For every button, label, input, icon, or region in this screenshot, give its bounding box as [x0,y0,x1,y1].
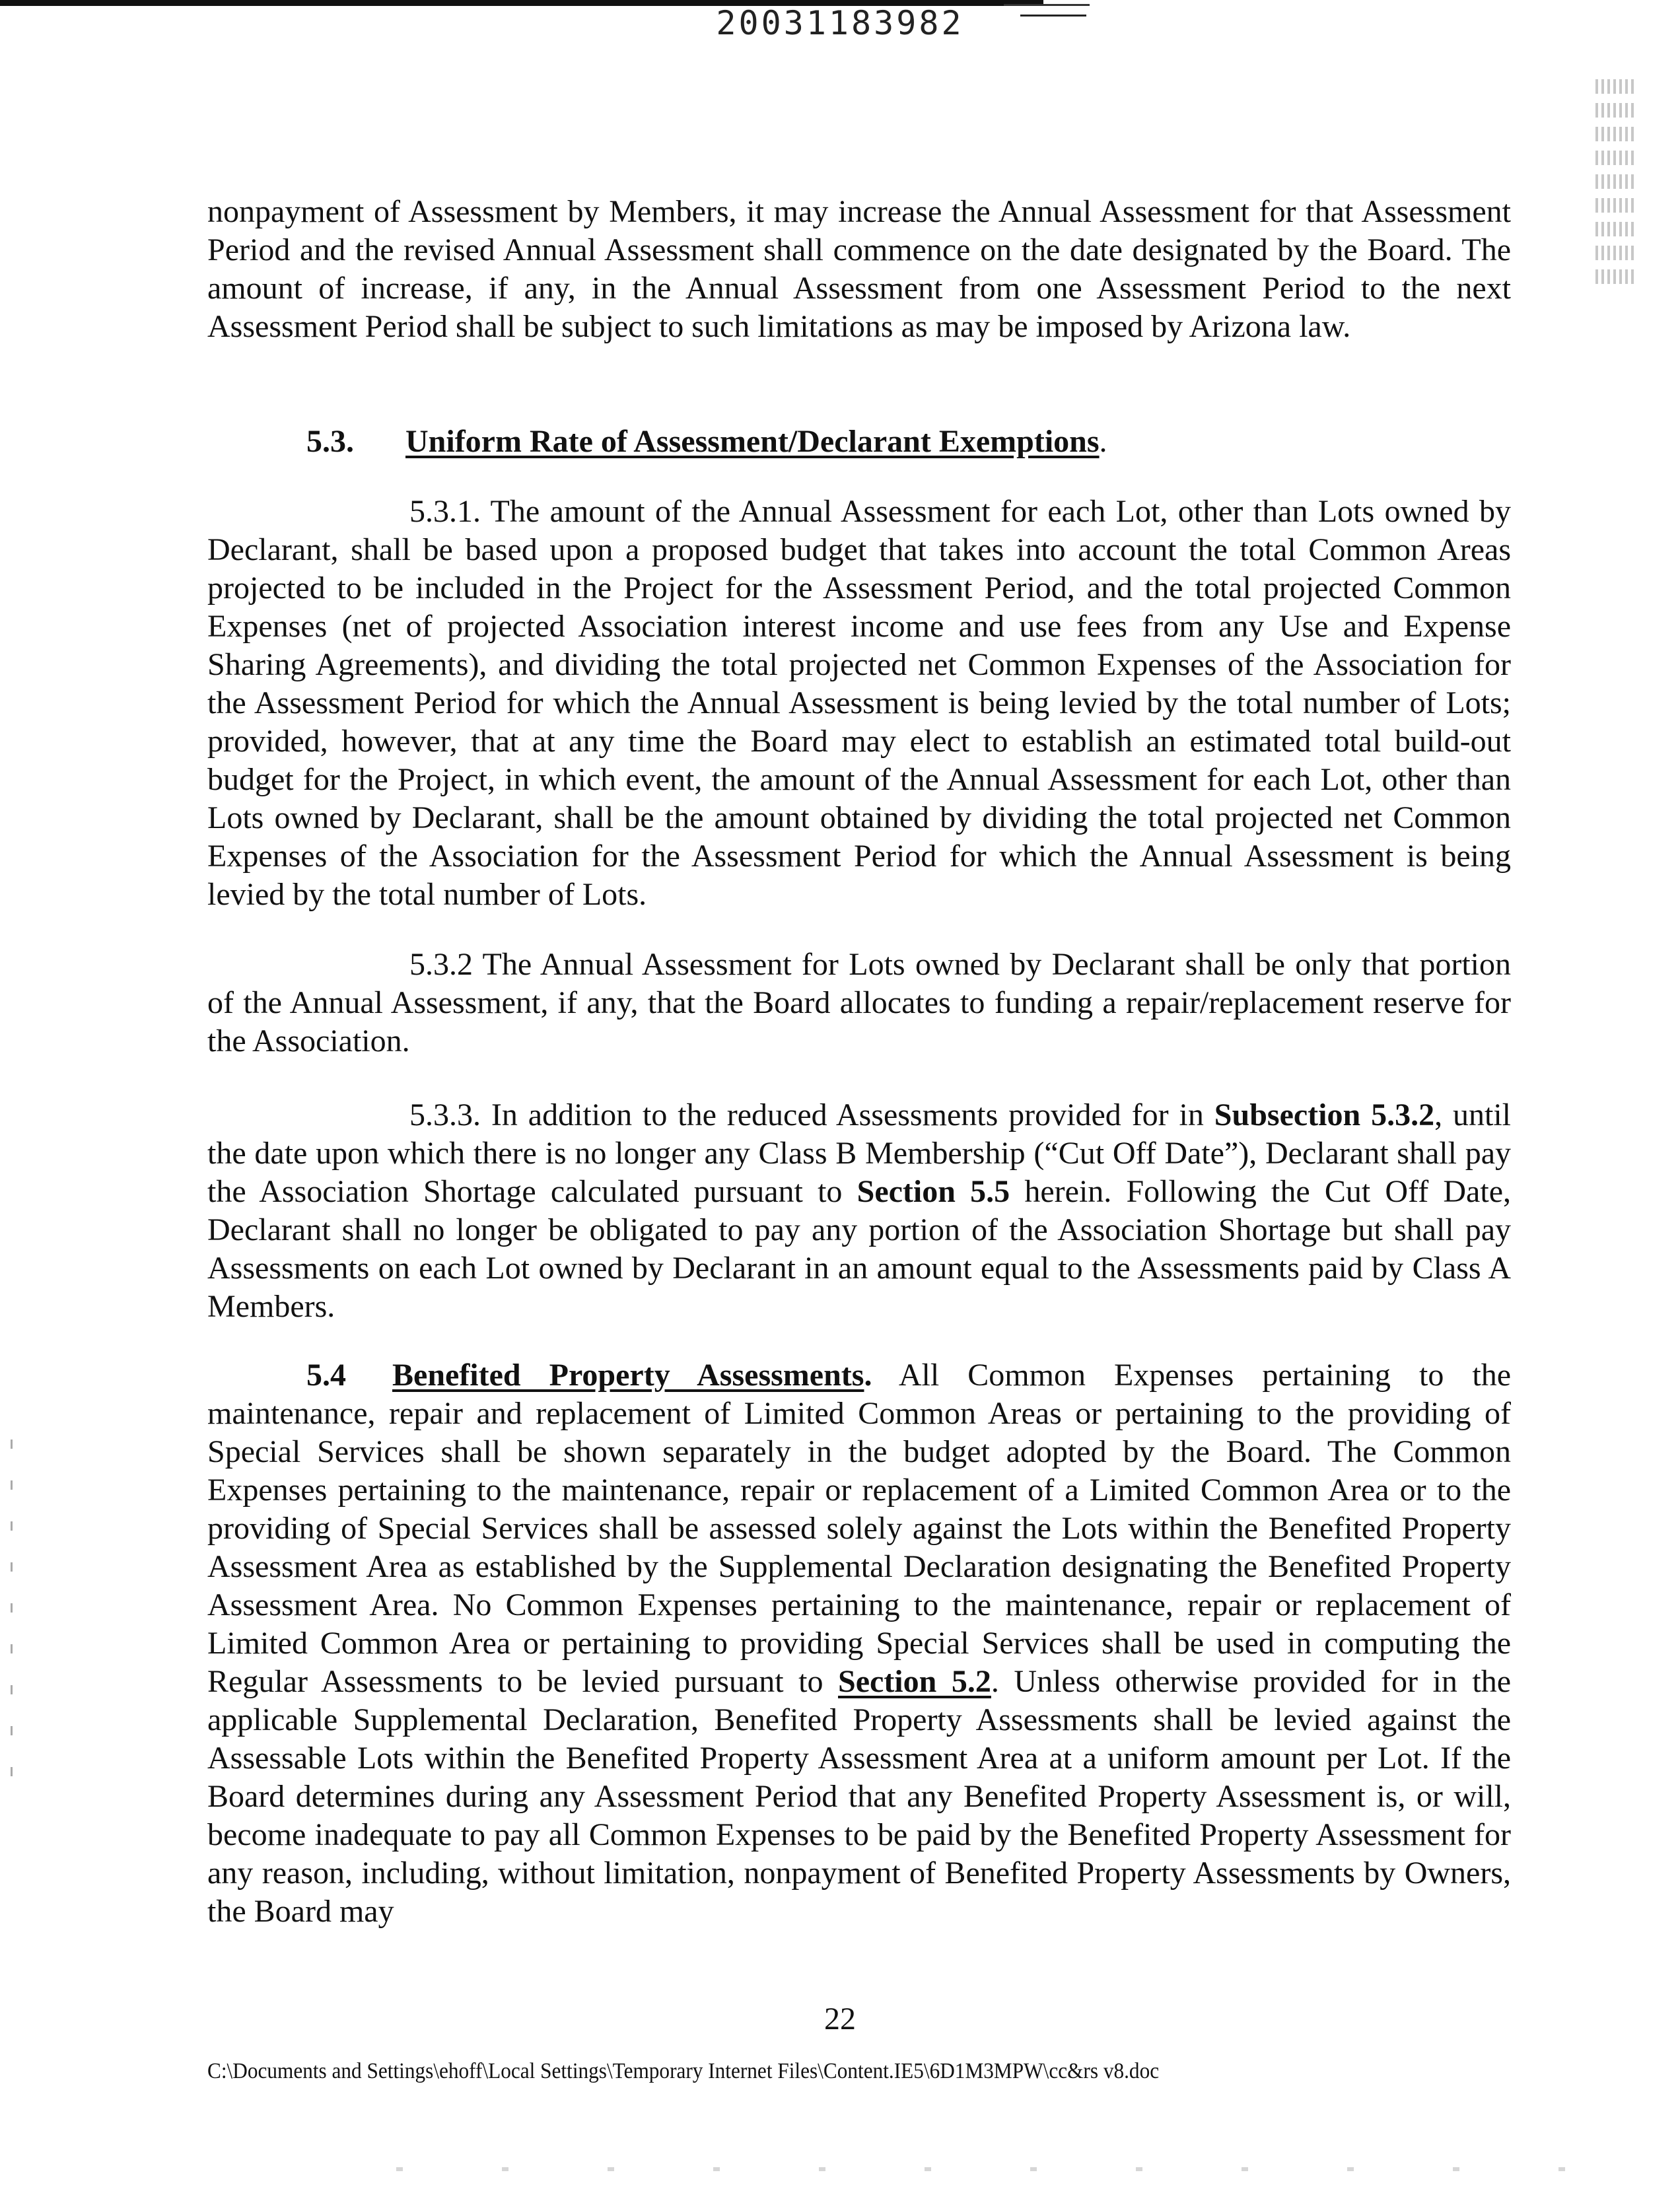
subsection-5-3-3-text-1: 5.3.3. In addition to the reduced Assessments provided for in [409,1097,1214,1132]
footer-file-path: C:\Documents and Settings\ehoff\Local Settings\Temporary Internet Files\Content.IE5\6D1M3MPW\cc&rs v8.doc [207,2059,1160,2083]
subsection-5-3-1 [207,493,1511,914]
subsection-5-3-2 [207,946,1511,1060]
subsection-5-3-1-text: 5.3.1. The amount of the Annual Assessment for each Lot, other than Lots owned by Declarant, shall be based upon a proposed budget that takes into account the total Common Areas projected to be included in the Project for the Assessment Period, and the total projected Common Expenses (net of projected Association interest income and use fees from any Use and Expense Sharing Agreements), and dividing the total projected net Common Expenses of the Association for the Assessment Period for which the Annual Assessment is being levied by the total number of Lots; provided, however, that at any time the Board may elect to establish an estimated total build-out budget for the Project, in which event, the amount of the Annual Assessment for each Lot, other than Lots owned by Declarant, shall be the amount obtained by dividing the total projected net Common Expenses of the Association for the Assessment Period for which the Annual Assessment is being levied by the total number of Lots. [207,494,1511,912]
page-number: 22 [824,2001,856,2036]
section-5-4-title-end: . [864,1358,872,1393]
recording-number-tick [1020,15,1086,17]
section-5-4-number: 5.4 [306,1358,346,1393]
section-5-4-text-2: . Unless otherwise provided for in the applicable Supplemental Declaration, Benefited Property Assessments shall be levied against the Assessable Lots within the Benefited Property Assessment Area at a uniform amount per Lot. If the Board determines during any Assessment Period that any Benefited Property Assessment is, or will, become inadequate to pay all Common Expenses to be paid by the Benefited Property Assessment for any reason, including, without limitation, nonpayment of Benefited Property Assessments by Owners, the Board may [207,1664,1512,1929]
scan-artifact-mark [1595,79,1635,304]
recording-number: 20031183982 [716,4,964,42]
section-5-3-title-end: . [1099,424,1107,459]
intro-paragraph-text: nonpayment of Assessment by Members, it may increase the Annual Assessment for that Assessment Period and the revised Annual Assessment shall commence on the date designated by the Board. The amount of increase, if any, in the Annual Assessment from one Assessment Period to the next Assessment Period shall be subject to such limitations as may be imposed by Arizona law. [207,194,1511,344]
section-5-3-number: 5.3. [306,424,354,459]
subsection-5-3-3-text-2: , until the date upon which there is no longer any Class B Membership (“Cut Off Date”), Declarant shall pay the Association Shortage calculated pursuant to [207,1097,1512,1209]
section-5-2-reference: Section 5.2 [838,1664,991,1699]
section-5-3-title: Uniform Rate of Assessment/Declarant Exemptions [405,424,1100,459]
section-5-4 [207,1356,1511,1931]
subsection-5-3-2-text: 5.3.2 The Annual Assessment for Lots owned by Declarant shall be only that portion of the Annual Assessment, if any, that the Board allocates to funding a repair/replacement reserve for the Association. [207,947,1511,1059]
intro-paragraph [207,193,1511,346]
margin-scan-ticks [11,1440,16,1809]
section-5-5-reference: Section 5.5 [857,1174,1010,1209]
subsection-5-3-3 [207,1096,1511,1326]
subsection-5-3-3-text-3: herein. Following the Cut Off Date, Declarant shall no longer be obligated to pay any portion of the Association Shortage but shall pay Assessments on each Lot owned by Declarant in an amount equal to the Assessments paid by Class A Members. [207,1174,1512,1324]
section-5-4-title: Benefited Property Assessments [392,1358,864,1393]
subsection-5-3-2-reference: Subsection 5.3.2 [1214,1097,1435,1132]
section-5-4-text-1: All Common Expenses pertaining to the maintenance, repair and replacement of Limited Common Areas or pertaining to the providing of Special Services shall be shown separately in the budget adopted by the Board. The Common Expenses pertaining to the maintenance, repair or replacement of a Limited Common Area or to the providing of Special Services shall be assessed solely against the Lots within the Benefited Property Assessment Area as established by the Supplemental Declaration designating the Benefited Property Assessment Area. No Common Expenses pertaining to the maintenance, repair or replacement of Limited Common Area or pertaining to providing Special Services shall be used in computing the Regular Assessments to be levied pursuant to [207,1358,1512,1699]
section-5-3-heading [306,423,1107,461]
bottom-scan-specks [396,2167,1651,2171]
